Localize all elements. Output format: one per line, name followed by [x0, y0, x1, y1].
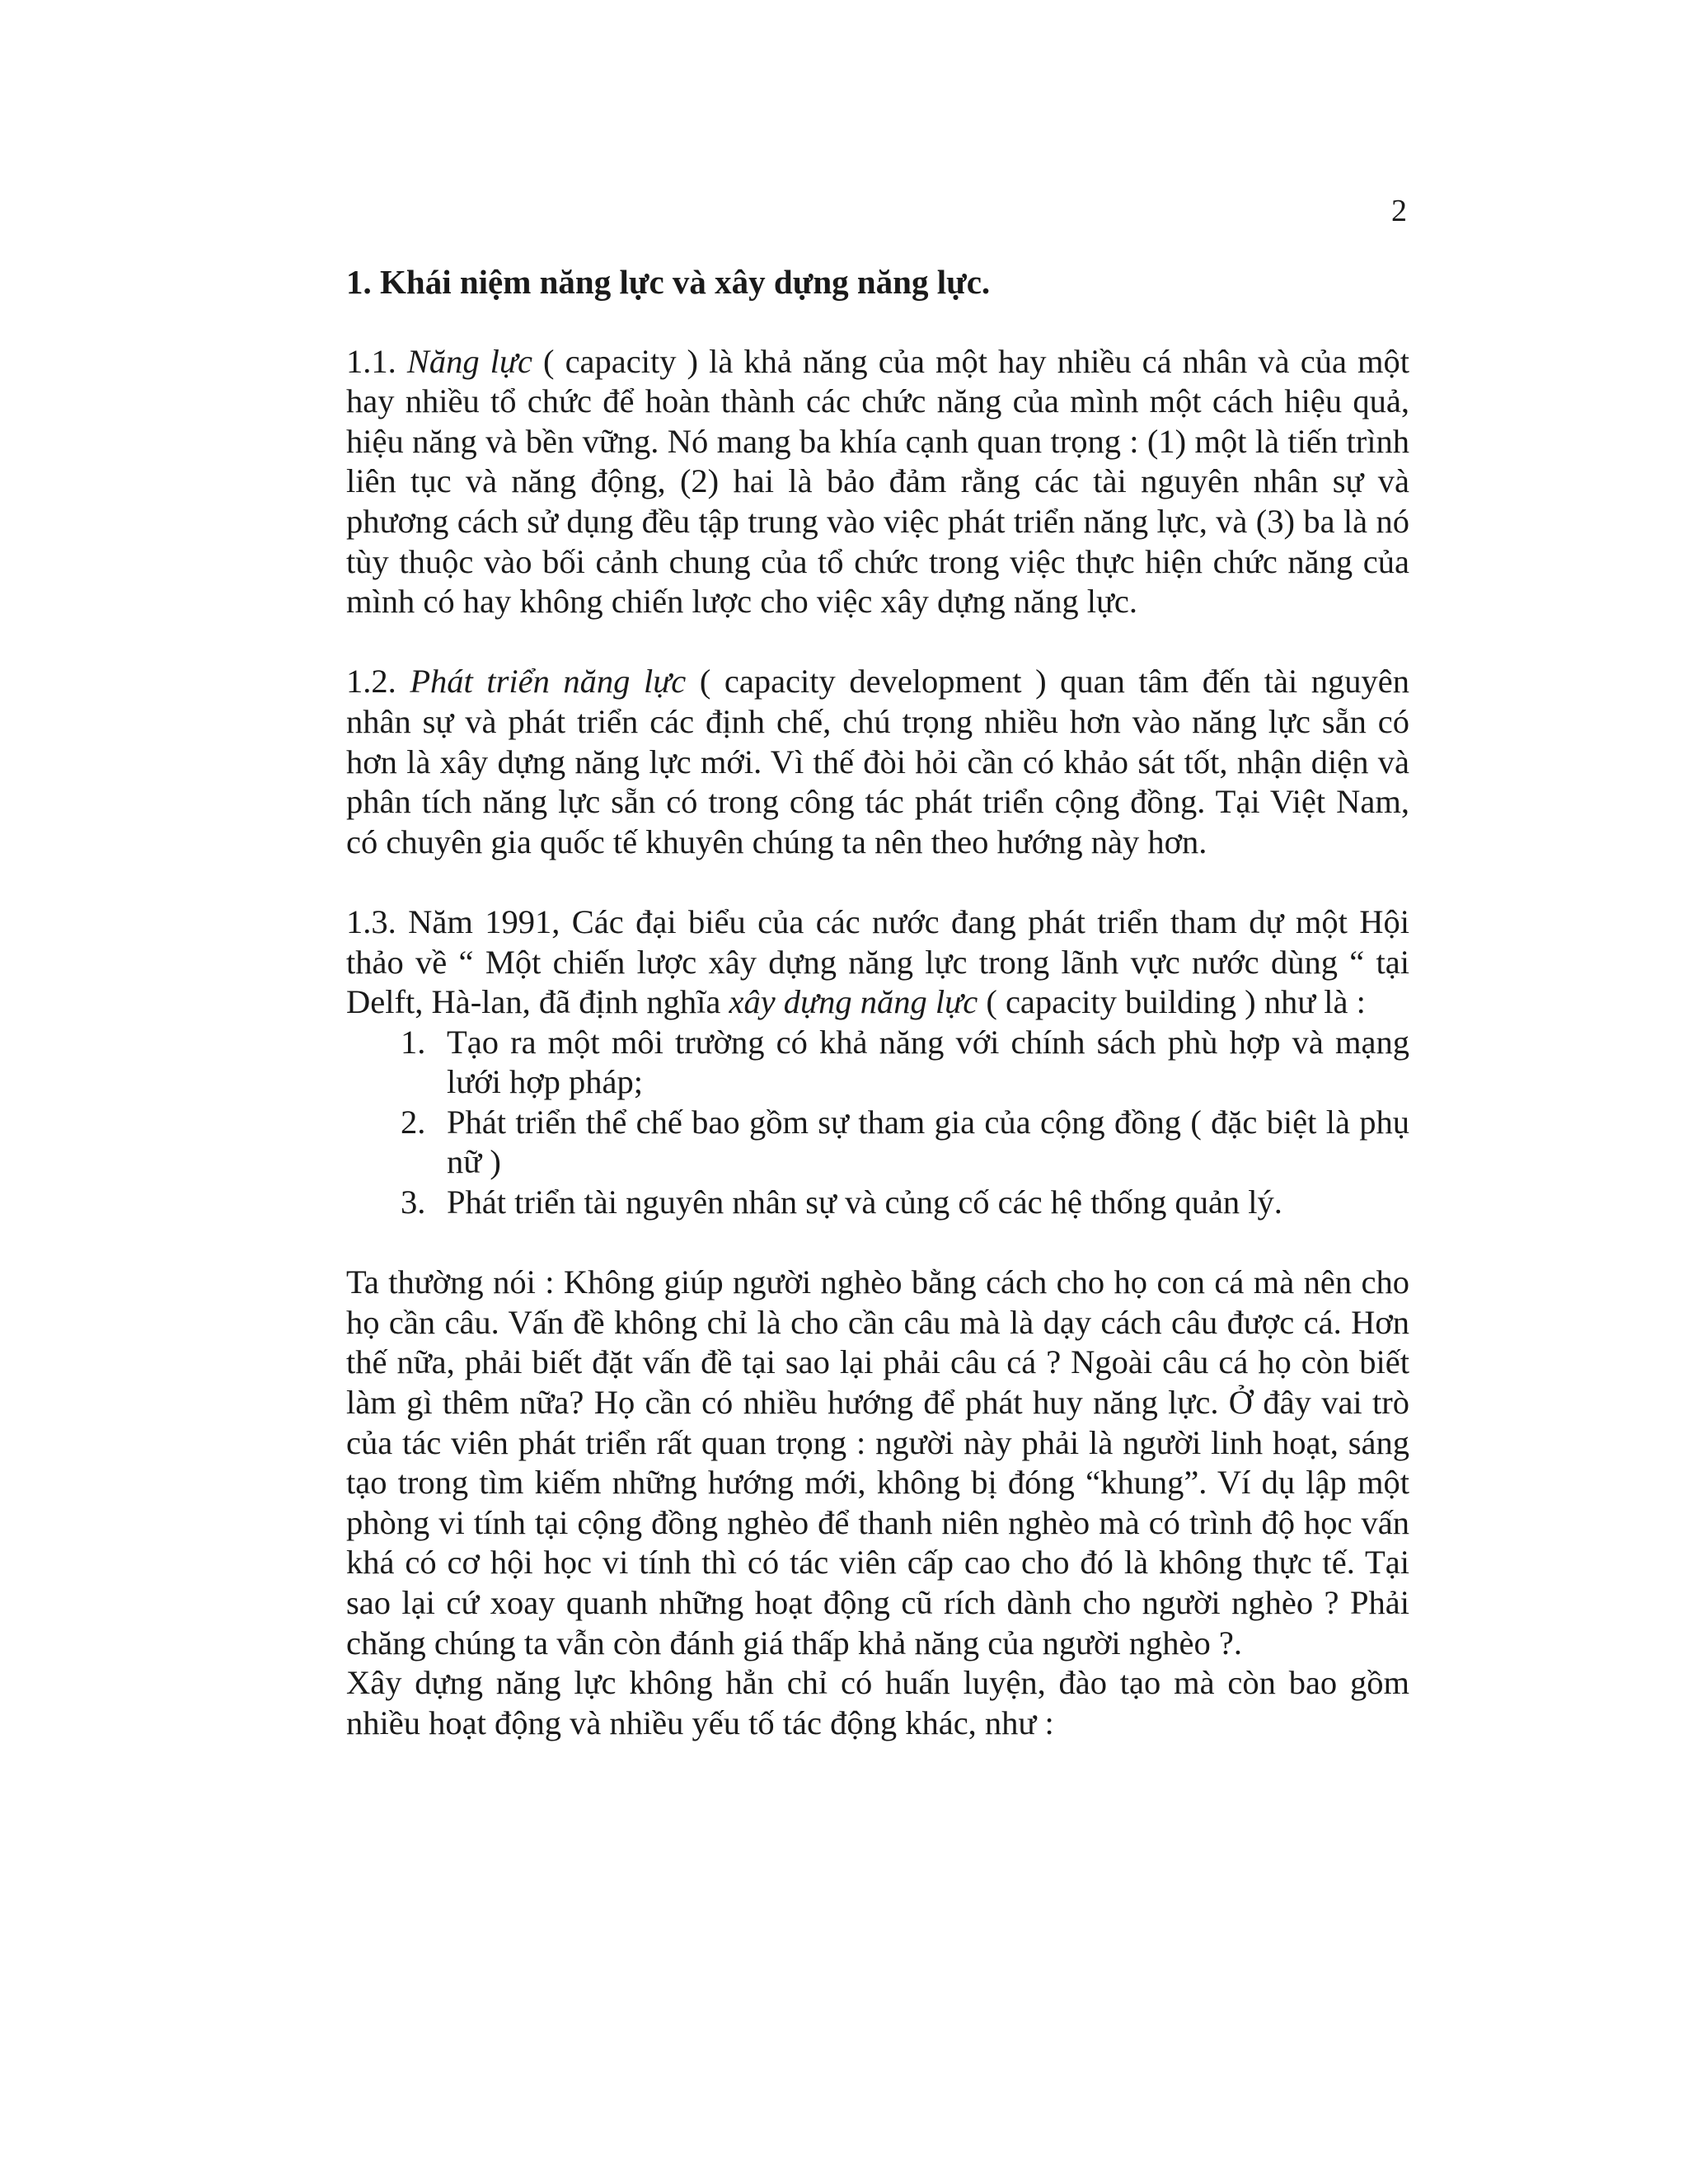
list-item: [346, 1183, 1409, 1223]
page-number: 2: [1391, 194, 1407, 228]
paragraph-1-3-text-before: 1.3. Năm 1991, Các đại biểu của các nước đang phát triển tham dự một Hội thảo về “ Một chiến lược xây dựng năng lực trong lãnh vực nước dùng “ tại Delft, Hà-lan, đã định nghĩa: [346, 902, 1409, 1021]
list-item-text: Phát triển thể chế bao gồm sự tham gia của cộng đồng ( đặc biệt là phụ nữ ): [447, 1103, 1409, 1181]
paragraph-1-2-prefix: 1.2.: [346, 663, 410, 701]
list-item-number: 3.: [401, 1183, 426, 1221]
paragraph-closing: Xây dựng năng lực không hẳn chỉ có huấn luyện, đào tạo mà còn bao gồm nhiều hoạt động và nhiều yếu tố tác động khác, như :: [346, 1664, 1409, 1741]
list-item-text: Tạo ra một môi trường có khả năng với chính sách phù hợp và mạng lưới hợp pháp;: [447, 1023, 1409, 1101]
paragraph-1-3: [346, 902, 1409, 1023]
list-item-number: 2.: [401, 1103, 426, 1141]
list-item: [346, 1023, 1409, 1103]
term-nang-luc: Năng lực: [406, 342, 532, 380]
list-item-number: 1.: [401, 1023, 426, 1061]
paragraph-1-3-text-after: ( capacity building ) như là :: [978, 983, 1366, 1021]
paragraph-discussion: Ta thường nói : Không giúp người nghèo bằng cách cho họ con cá mà nên cho họ cần câu. Vấn đề không chỉ là cho cần câu mà là dạy cách câu được cá. Hơn thế nữa, phải biết đặt vấn đề tại sao lại phải câu cá ? Ngoài câu cá họ còn biết làm gì thêm nữa? Họ cần có nhiều hướng để phát huy năng lực. Ở đây vai trò của tác viên phát triển rất quan trọng : người này phải là người linh hoạt, sáng tạo trong tìm kiếm những hướng mới, không bị đóng “khung”. Ví dụ lập một phòng vi tính tại cộng đồng nghèo để thanh niên nghèo mà có trình độ học vấn khá có cơ hội học vi tính thì có tác viên cấp cao cho đó là không thực tế. Tại sao lại cứ xoay quanh những hoạt động cũ rích dành cho người nghèo ? Phải chăng chúng ta vẫn còn đánh giá thấp khả năng của người nghèo ?.: [346, 1263, 1409, 1661]
paragraph-1-1-text: ( capacity ) là khả năng của một hay nhiều cá nhân và của một hay nhiều tổ chức để hoàn thành các chức năng của mình một cách hiệu quả, hiệu năng và bền vững. Nó mang ba khía cạnh quan trọng : (1) một là tiến trình liên tục và năng động, (2) hai là bảo đảm rằng các tài nguyên nhân sự và phương cách sử dụng đều tập trung vào việc phát triển năng lực, và (3) ba là nó tùy thuộc vào bối cảnh chung của tổ chức trong việc thực hiện chức năng của mình có hay không chiến lược cho việc xây dựng năng lực.: [346, 342, 1409, 621]
paragraph-1-2: [346, 662, 1409, 862]
paragraph-1-1: [346, 342, 1409, 622]
term-xay-dung-nang-luc: xây dựng năng lực: [729, 983, 978, 1021]
document-body: [346, 262, 1409, 1743]
list-item-text: Phát triển tài nguyên nhân sự và củng cố các hệ thống quản lý.: [447, 1183, 1282, 1221]
list-item: [346, 1103, 1409, 1183]
paragraph-1-2-text: ( capacity development ) quan tâm đến tài nguyên nhân sự và phát triển các định chế, chú trọng nhiều hơn vào năng lực sẵn có hơn là xây dựng năng lực mới. Vì thế đòi hỏi cần có khảo sát tốt, nhận diện và phân tích năng lực sẵn có trong công tác phát triển cộng đồng. Tại Việt Nam, có chuyên gia quốc tế khuyên chúng ta nên theo hướng này hơn.: [346, 663, 1409, 860]
section-heading: 1. Khái niệm năng lực và xây dựng năng lực.: [346, 263, 991, 301]
term-phat-trien-nang-luc: Phát triển năng lực: [410, 663, 687, 701]
paragraph-1-1-prefix: 1.1.: [346, 342, 407, 380]
definition-list: [346, 1023, 1409, 1223]
